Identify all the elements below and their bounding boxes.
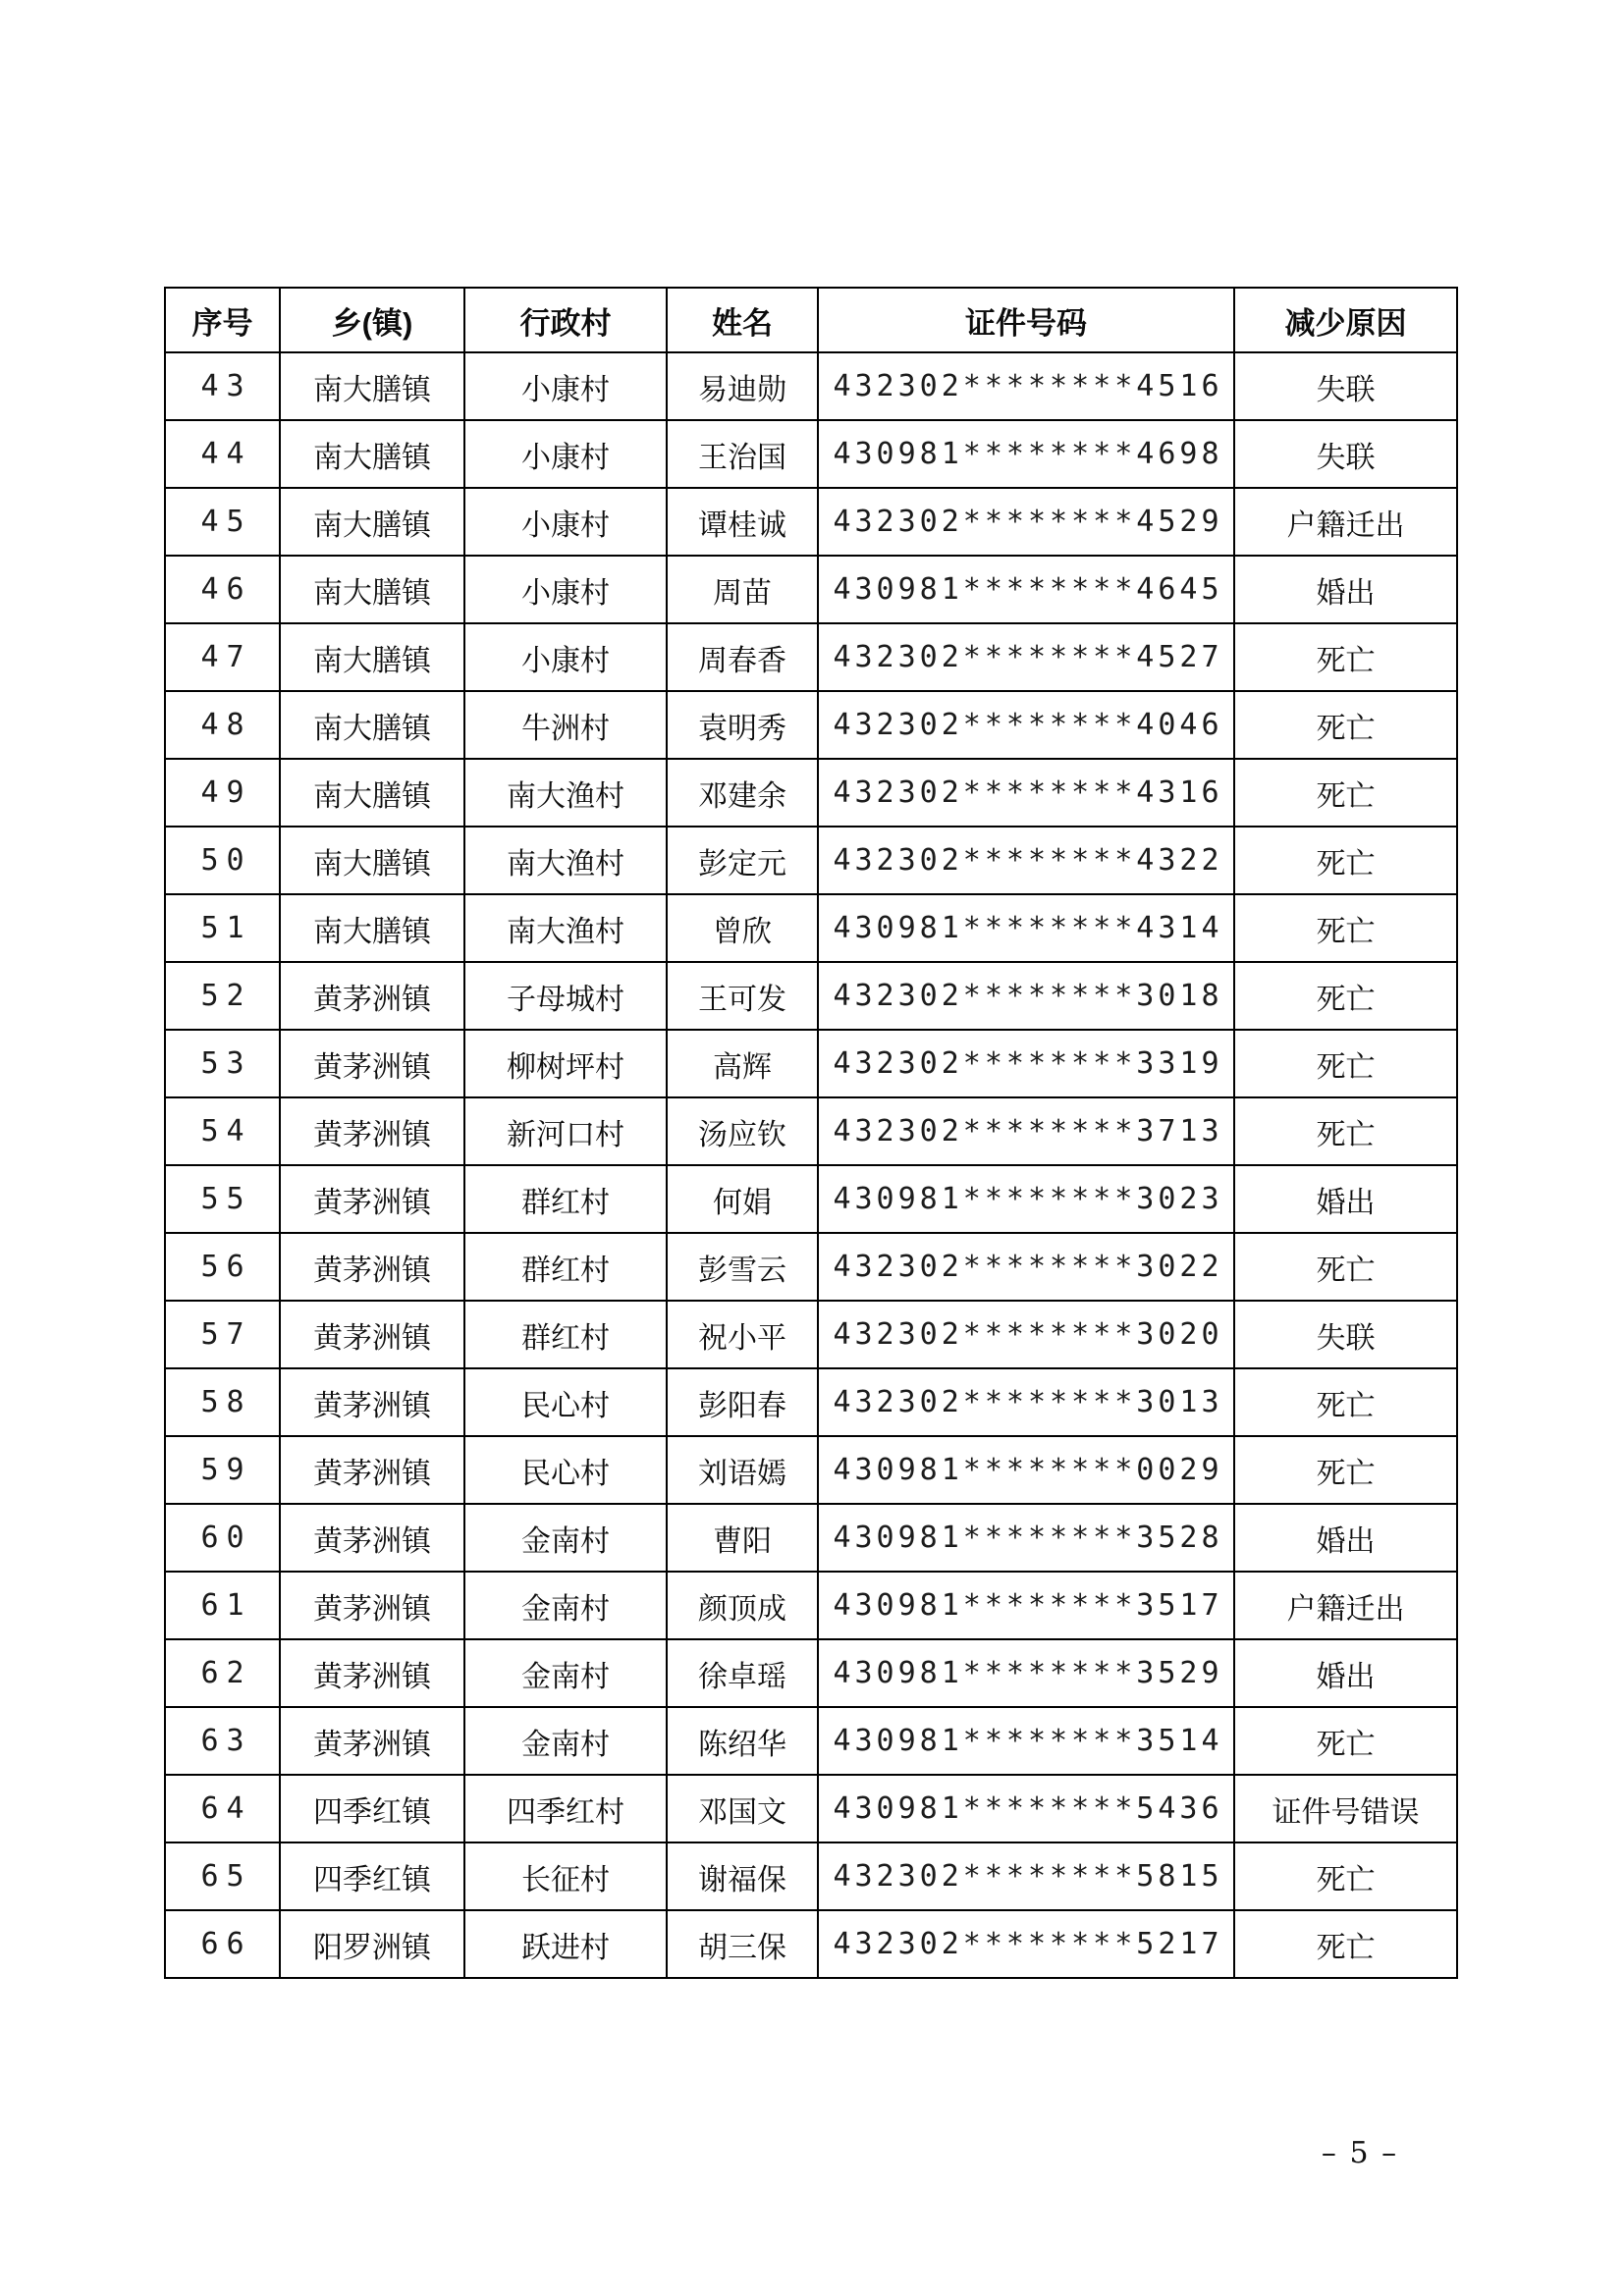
cell-id: 432302********4516: [818, 352, 1234, 420]
cell-reason: 死亡: [1234, 623, 1457, 691]
cell-no: 65: [165, 1842, 280, 1910]
cell-id: 432302********5217: [818, 1910, 1234, 1978]
cell-town: 黄茅洲镇: [280, 1301, 464, 1368]
cell-id: 432302********3022: [818, 1233, 1234, 1301]
cell-town: 黄茅洲镇: [280, 1436, 464, 1504]
cell-reason: 死亡: [1234, 1097, 1457, 1165]
cell-name: 袁明秀: [667, 691, 818, 759]
table-row: [165, 691, 1457, 759]
cell-name: 谢福保: [667, 1842, 818, 1910]
cell-no: 47: [165, 623, 280, 691]
cell-village: 金南村: [464, 1707, 667, 1775]
table-row: [165, 962, 1457, 1030]
column-header-id: 证件号码: [818, 288, 1234, 352]
cell-name: 曹阳: [667, 1504, 818, 1572]
table-row: [165, 1504, 1457, 1572]
cell-reason: 死亡: [1234, 894, 1457, 962]
cell-reason: 死亡: [1234, 1233, 1457, 1301]
cell-name: 胡三保: [667, 1910, 818, 1978]
cell-town: 南大膳镇: [280, 759, 464, 827]
cell-town: 黄茅洲镇: [280, 1368, 464, 1436]
cell-village: 金南村: [464, 1572, 667, 1639]
cell-id: 432302********5815: [818, 1842, 1234, 1910]
cell-no: 64: [165, 1775, 280, 1842]
cell-town: 黄茅洲镇: [280, 1504, 464, 1572]
cell-name: 彭雪云: [667, 1233, 818, 1301]
cell-town: 黄茅洲镇: [280, 1233, 464, 1301]
page-number: – 5 –: [1321, 2136, 1399, 2170]
cell-town: 南大膳镇: [280, 894, 464, 962]
cell-name: 高辉: [667, 1030, 818, 1097]
cell-id: 430981********5436: [818, 1775, 1234, 1842]
column-header-name: 姓名: [667, 288, 818, 352]
cell-reason: 失联: [1234, 1301, 1457, 1368]
cell-village: 新河口村: [464, 1097, 667, 1165]
cell-id: 432302********4316: [818, 759, 1234, 827]
cell-name: 王治国: [667, 420, 818, 488]
cell-village: 南大渔村: [464, 894, 667, 962]
table-row: [165, 1097, 1457, 1165]
cell-town: 黄茅洲镇: [280, 1097, 464, 1165]
cell-no: 54: [165, 1097, 280, 1165]
cell-id: 432302********4046: [818, 691, 1234, 759]
reduction-roster-table: [164, 287, 1458, 1979]
cell-no: 56: [165, 1233, 280, 1301]
table-row: [165, 623, 1457, 691]
cell-no: 52: [165, 962, 280, 1030]
cell-reason: 死亡: [1234, 691, 1457, 759]
cell-name: 周春香: [667, 623, 818, 691]
table-row: [165, 1301, 1457, 1368]
cell-id: 430981********4698: [818, 420, 1234, 488]
table-row: [165, 894, 1457, 962]
cell-village: 跃进村: [464, 1910, 667, 1978]
cell-id: 430981********3023: [818, 1165, 1234, 1233]
cell-village: 小康村: [464, 623, 667, 691]
cell-no: 57: [165, 1301, 280, 1368]
cell-village: 南大渔村: [464, 827, 667, 894]
cell-no: 63: [165, 1707, 280, 1775]
cell-name: 陈绍华: [667, 1707, 818, 1775]
cell-reason: 婚出: [1234, 556, 1457, 623]
cell-id: 430981********3528: [818, 1504, 1234, 1572]
cell-town: 黄茅洲镇: [280, 1572, 464, 1639]
cell-village: 民心村: [464, 1368, 667, 1436]
cell-reason: 死亡: [1234, 1910, 1457, 1978]
cell-name: 祝小平: [667, 1301, 818, 1368]
cell-village: 小康村: [464, 556, 667, 623]
cell-name: 徐卓瑶: [667, 1639, 818, 1707]
table-row: [165, 352, 1457, 420]
cell-town: 南大膳镇: [280, 420, 464, 488]
cell-town: 黄茅洲镇: [280, 1165, 464, 1233]
column-header-reason: 减少原因: [1234, 288, 1457, 352]
table-row: [165, 1030, 1457, 1097]
cell-village: 柳树坪村: [464, 1030, 667, 1097]
cell-name: 汤应钦: [667, 1097, 818, 1165]
cell-id: 432302********3319: [818, 1030, 1234, 1097]
column-header-town: 乡(镇): [280, 288, 464, 352]
table-row: [165, 1707, 1457, 1775]
cell-name: 颜顶成: [667, 1572, 818, 1639]
cell-village: 小康村: [464, 488, 667, 556]
cell-reason: 死亡: [1234, 1368, 1457, 1436]
cell-id: 432302********4529: [818, 488, 1234, 556]
cell-town: 南大膳镇: [280, 556, 464, 623]
cell-id: 430981********0029: [818, 1436, 1234, 1504]
cell-no: 58: [165, 1368, 280, 1436]
cell-reason: 婚出: [1234, 1165, 1457, 1233]
cell-village: 小康村: [464, 420, 667, 488]
cell-id: 430981********3529: [818, 1639, 1234, 1707]
cell-name: 曾欣: [667, 894, 818, 962]
cell-id: 432302********3018: [818, 962, 1234, 1030]
cell-village: 群红村: [464, 1301, 667, 1368]
table-row: [165, 556, 1457, 623]
cell-name: 何娟: [667, 1165, 818, 1233]
cell-id: 430981********4645: [818, 556, 1234, 623]
column-header-no: 序号: [165, 288, 280, 352]
cell-town: 南大膳镇: [280, 691, 464, 759]
cell-no: 60: [165, 1504, 280, 1572]
cell-no: 43: [165, 352, 280, 420]
cell-town: 黄茅洲镇: [280, 1639, 464, 1707]
table-row: [165, 1639, 1457, 1707]
table-row: [165, 759, 1457, 827]
cell-reason: 失联: [1234, 420, 1457, 488]
table-body: [165, 352, 1457, 1978]
cell-town: 南大膳镇: [280, 352, 464, 420]
cell-reason: 婚出: [1234, 1504, 1457, 1572]
table-header-row: [165, 288, 1457, 352]
cell-town: 黄茅洲镇: [280, 962, 464, 1030]
cell-village: 小康村: [464, 352, 667, 420]
cell-village: 金南村: [464, 1504, 667, 1572]
cell-no: 51: [165, 894, 280, 962]
cell-reason: 死亡: [1234, 1030, 1457, 1097]
cell-no: 59: [165, 1436, 280, 1504]
cell-reason: 户籍迁出: [1234, 1572, 1457, 1639]
cell-town: 南大膳镇: [280, 623, 464, 691]
table-row: [165, 1233, 1457, 1301]
cell-name: 邓国文: [667, 1775, 818, 1842]
table-row: [165, 1775, 1457, 1842]
cell-reason: 死亡: [1234, 1842, 1457, 1910]
cell-id: 430981********3514: [818, 1707, 1234, 1775]
cell-id: 432302********3713: [818, 1097, 1234, 1165]
cell-name: 彭定元: [667, 827, 818, 894]
cell-no: 44: [165, 420, 280, 488]
table-row: [165, 827, 1457, 894]
cell-id: 430981********4314: [818, 894, 1234, 962]
cell-no: 45: [165, 488, 280, 556]
cell-no: 46: [165, 556, 280, 623]
cell-village: 四季红村: [464, 1775, 667, 1842]
table-row: [165, 1910, 1457, 1978]
table-row: [165, 1165, 1457, 1233]
cell-village: 群红村: [464, 1165, 667, 1233]
cell-no: 50: [165, 827, 280, 894]
cell-town: 黄茅洲镇: [280, 1030, 464, 1097]
cell-id: 432302********4527: [818, 623, 1234, 691]
table-row: [165, 1842, 1457, 1910]
cell-town: 南大膳镇: [280, 827, 464, 894]
cell-name: 刘语嫣: [667, 1436, 818, 1504]
cell-id: 432302********3020: [818, 1301, 1234, 1368]
table-row: [165, 1572, 1457, 1639]
cell-no: 48: [165, 691, 280, 759]
cell-reason: 死亡: [1234, 1707, 1457, 1775]
cell-village: 子母城村: [464, 962, 667, 1030]
cell-name: 易迪勋: [667, 352, 818, 420]
cell-name: 邓建余: [667, 759, 818, 827]
cell-village: 南大渔村: [464, 759, 667, 827]
cell-village: 牛洲村: [464, 691, 667, 759]
cell-reason: 失联: [1234, 352, 1457, 420]
cell-village: 群红村: [464, 1233, 667, 1301]
cell-reason: 婚出: [1234, 1639, 1457, 1707]
cell-town: 黄茅洲镇: [280, 1707, 464, 1775]
table-row: [165, 488, 1457, 556]
cell-name: 王可发: [667, 962, 818, 1030]
cell-reason: 死亡: [1234, 962, 1457, 1030]
table-row: [165, 1436, 1457, 1504]
cell-town: 阳罗洲镇: [280, 1910, 464, 1978]
cell-reason: 证件号错误: [1234, 1775, 1457, 1842]
cell-no: 55: [165, 1165, 280, 1233]
cell-no: 53: [165, 1030, 280, 1097]
cell-town: 四季红镇: [280, 1775, 464, 1842]
cell-id: 432302********3013: [818, 1368, 1234, 1436]
cell-no: 49: [165, 759, 280, 827]
cell-village: 民心村: [464, 1436, 667, 1504]
cell-name: 周苗: [667, 556, 818, 623]
table-row: [165, 1368, 1457, 1436]
cell-village: 长征村: [464, 1842, 667, 1910]
cell-name: 彭阳春: [667, 1368, 818, 1436]
cell-reason: 死亡: [1234, 827, 1457, 894]
cell-reason: 死亡: [1234, 759, 1457, 827]
column-header-village: 行政村: [464, 288, 667, 352]
cell-town: 南大膳镇: [280, 488, 464, 556]
cell-reason: 户籍迁出: [1234, 488, 1457, 556]
cell-name: 谭桂诚: [667, 488, 818, 556]
cell-reason: 死亡: [1234, 1436, 1457, 1504]
cell-id: 430981********3517: [818, 1572, 1234, 1639]
table-row: [165, 420, 1457, 488]
cell-village: 金南村: [464, 1639, 667, 1707]
cell-no: 66: [165, 1910, 280, 1978]
cell-no: 62: [165, 1639, 280, 1707]
cell-no: 61: [165, 1572, 280, 1639]
cell-id: 432302********4322: [818, 827, 1234, 894]
cell-town: 四季红镇: [280, 1842, 464, 1910]
